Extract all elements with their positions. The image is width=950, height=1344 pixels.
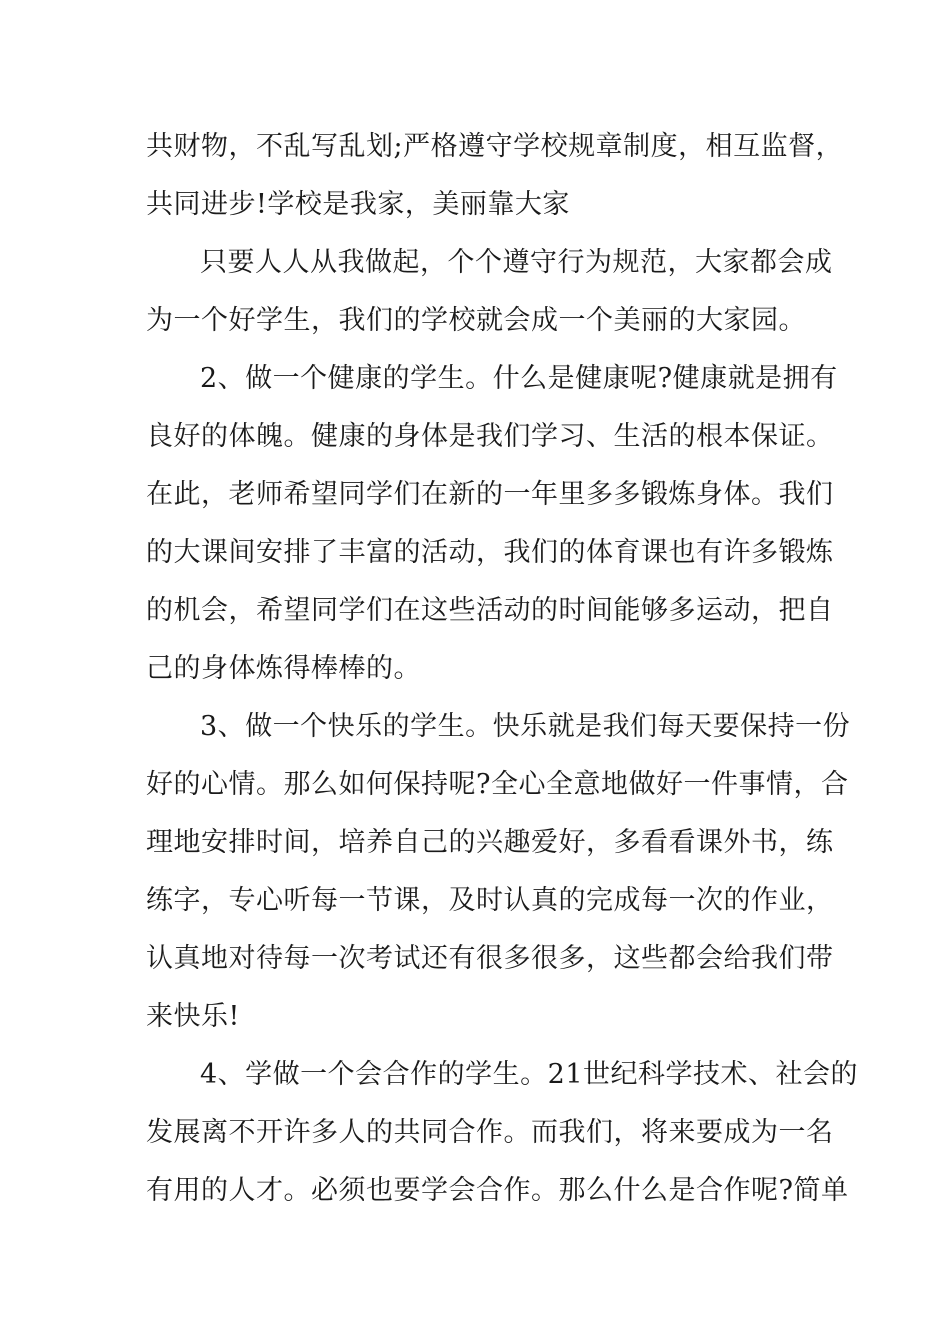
text-line-13: 理地安排时间，培养自己的兴趣爱好，多看看课外书，练 xyxy=(146,827,834,858)
text-line-11: 3、做一个快乐的学生。快乐就是我们每天要保持一份 xyxy=(200,711,851,742)
text-line-4: 为一个好学生，我们的学校就会成一个美丽的大家园。 xyxy=(146,305,806,336)
text-line-15: 认真地对待每一次考试还有很多很多，这些都会给我们带 xyxy=(146,943,834,974)
text-line-12: 好的心情。那么如何保持呢?全心全意地做好一件事情，合 xyxy=(146,769,849,800)
text-line-5: 2、做一个健康的学生。什么是健康呢?健康就是拥有 xyxy=(200,363,838,394)
text-line-6: 良好的体魄。健康的身体是我们学习、生活的根本保证。 xyxy=(146,421,834,452)
text-line-2: 共同进步!学校是我家，美丽靠大家 xyxy=(146,189,570,220)
text-line-16: 来快乐! xyxy=(146,1001,240,1032)
text-line-18: 发展离不开许多人的共同合作。而我们，将来要成为一名 xyxy=(146,1117,834,1148)
text-line-1: 共财物，不乱写乱划;严格遵守学校规章制度，相互监督， xyxy=(146,131,844,162)
text-line-9: 的机会，希望同学们在这些活动的时间能够多运动，把自 xyxy=(146,595,834,626)
text-line-17: 4、学做一个会合作的学生。21世纪科学技术、社会的 xyxy=(200,1059,859,1090)
document-body xyxy=(146,118,859,1220)
text-line-14: 练字，专心听每一节课，及时认真的完成每一次的作业， xyxy=(146,885,834,916)
text-line-8: 的大课间安排了丰富的活动，我们的体育课也有许多锻炼 xyxy=(146,537,834,568)
text-line-7: 在此，老师希望同学们在新的一年里多多锻炼身体。我们 xyxy=(146,479,834,510)
text-line-3: 只要人人从我做起，个个遵守行为规范，大家都会成 xyxy=(200,247,833,278)
text-line-10: 己的身体炼得棒棒的。 xyxy=(146,653,421,684)
text-line-19: 有用的人才。必须也要学会合作。那么什么是合作呢?简单 xyxy=(146,1175,849,1206)
